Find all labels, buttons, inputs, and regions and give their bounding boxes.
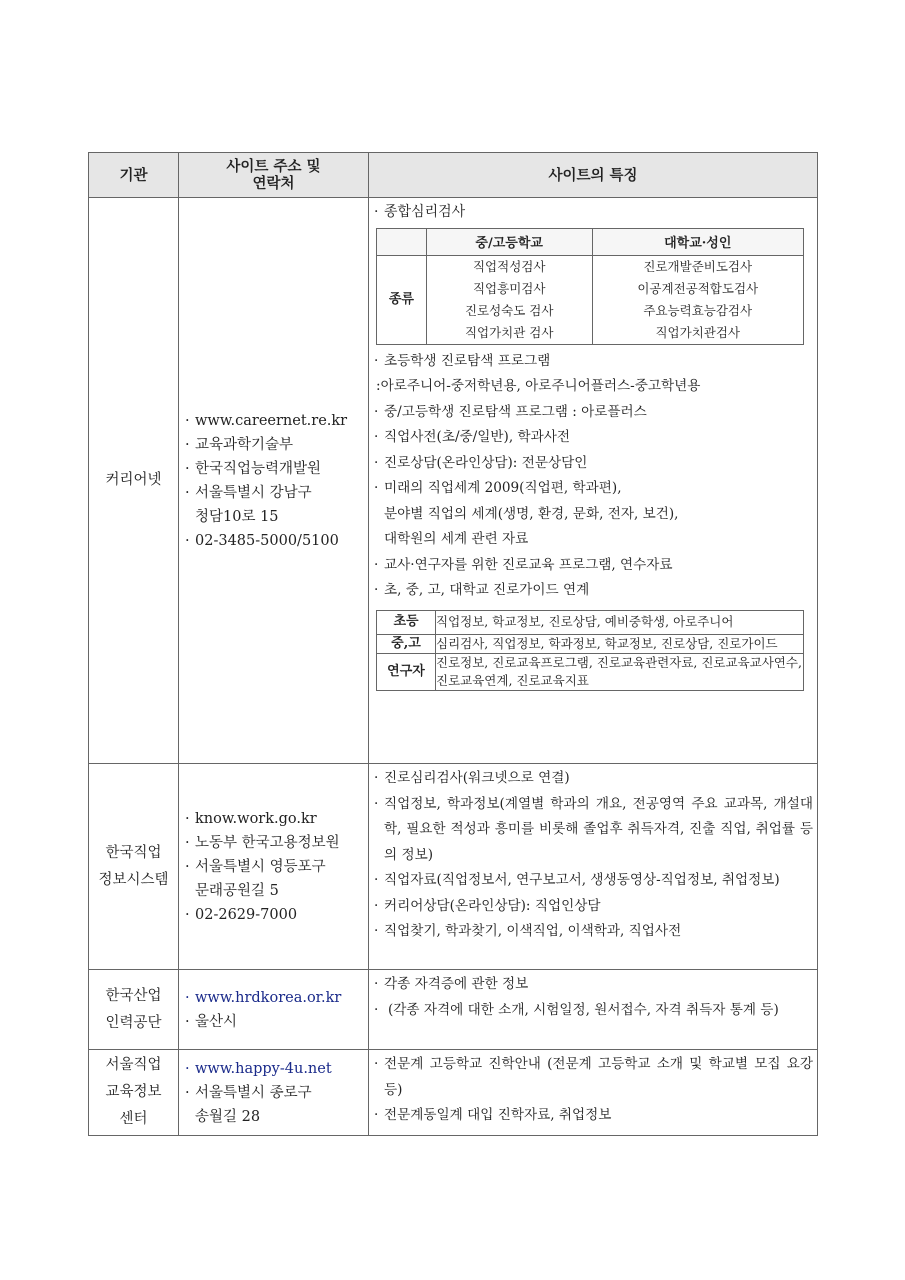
contact-url[interactable]: · know.work.go.kr	[185, 807, 364, 831]
psych-cell: 진로개발준비도검사	[592, 255, 804, 278]
contact-phone: · 02-2629-7000	[185, 903, 364, 927]
level-guide-table	[376, 610, 804, 691]
feature-item-line: · 미래의 직업세계 2009(직업편, 학과편),	[384, 480, 622, 496]
contact-careernet	[179, 198, 369, 764]
psych-cell: 이공계전공적합도검사	[592, 278, 804, 300]
psych-cell: 직업가치관검사	[592, 322, 804, 345]
contact-url[interactable]: · www.hrdkorea.or.kr	[185, 986, 364, 1010]
header-feature: 사이트의 특징	[369, 153, 818, 198]
header-row	[89, 153, 818, 198]
level-row	[377, 610, 804, 634]
psych-cell: 직업적성검사	[426, 255, 592, 278]
feature-happy4u	[369, 1050, 818, 1136]
org-happy4u-line1: 서울직업	[105, 1057, 162, 1073]
contact-address	[185, 1081, 364, 1129]
site-info-table	[88, 152, 818, 1136]
feature-item: · 교사·연구자를 위한 진로교육 프로그램, 연수자료	[374, 553, 813, 579]
contact-phone: · 02-3485-5000/5100	[185, 529, 364, 553]
feature-careernet	[369, 198, 818, 764]
psych-row	[377, 300, 804, 322]
contact-address-2: 청담10로 15	[195, 508, 279, 525]
contact-hrdkorea	[179, 970, 369, 1050]
org-happy4u	[89, 1050, 179, 1136]
psych-row	[377, 278, 804, 300]
org-careernet: 커리어넷	[89, 198, 179, 764]
level-label: 초등	[377, 610, 436, 634]
org-knowwork-line1: 한국직업	[105, 844, 162, 861]
feature-item: · (각종 자격에 대한 소개, 시험일정, 원서접수, 자격 취득자 통계 등)	[374, 998, 813, 1024]
org-hrdkorea	[89, 970, 179, 1050]
feature-item: · 커리어상담(온라인상담): 직업인상담	[374, 894, 813, 920]
row-knowwork	[89, 764, 818, 970]
psych-cell: 직업가치관 검사	[426, 322, 592, 345]
contact-address	[185, 481, 364, 529]
header-contact-text: 사이트 주소 및 연락처	[226, 158, 321, 192]
psych-row	[377, 255, 804, 278]
org-hrdkorea-line1: 한국산업	[105, 987, 162, 1004]
psych-header-row	[377, 228, 804, 255]
psych-row	[377, 322, 804, 345]
feature-item: · 직업정보, 학과정보(계열별 학과의 개요, 전공영역 주요 교과목, 개설대학, 필요한 적성과 흥미를 비롯해 졸업후 취득자격, 진출 직업, 취업률 등의 정보)	[374, 792, 813, 869]
level-text: 진로정보, 진로교육프로그램, 진로교육관련자료, 진로교육교사연수, 진로교육연계, 진로교육지표	[436, 653, 804, 690]
contact-happy4u	[179, 1050, 369, 1136]
psych-header-middle-high: 중/고등학교	[426, 228, 592, 255]
contact-address-1: · 서울특별시 종로구	[195, 1084, 312, 1101]
feature-item: · 직업찾기, 학과찾기, 이색직업, 이색학과, 직업사전	[374, 919, 813, 945]
feature-item: · 진로상담(온라인상담): 전문상담인	[374, 451, 813, 477]
contact-url[interactable]: · www.careernet.re.kr	[185, 409, 364, 433]
psych-cell: 직업흥미검사	[426, 278, 592, 300]
org-happy4u-line2: 교육정보	[105, 1084, 162, 1100]
level-row	[377, 634, 804, 653]
feature-item: · 초, 중, 고, 대학교 진로가이드 연계	[374, 578, 813, 604]
feature-item: · 각종 자격증에 관한 정보	[374, 972, 813, 998]
header-org: 기관	[89, 153, 179, 198]
psych-test-table	[376, 228, 804, 345]
contact-ministry: · 교육과학기술부	[185, 433, 364, 457]
level-text: 직업정보, 학교정보, 진로상담, 예비중학생, 아로주니어	[436, 610, 804, 634]
feature-item-line: 대학원의 세계 관련 자료	[384, 531, 529, 547]
level-label: 연구자	[377, 653, 436, 690]
org-knowwork	[89, 764, 179, 970]
org-knowwork-line2: 정보시스템	[98, 871, 169, 888]
feature-knowwork	[369, 764, 818, 970]
feature-item-line: 분야별 직업의 세계(생명, 환경, 문화, 전자, 보건),	[384, 505, 679, 522]
level-label: 중,고	[377, 634, 436, 653]
feature-hrdkorea	[369, 970, 818, 1050]
contact-knowwork	[179, 764, 369, 970]
level-row	[377, 653, 804, 690]
feature-item-line: :아로주니어-중저학년용, 아로주니어플러스-중고학년용	[376, 378, 701, 394]
contact-address-1: · 서울특별시 강남구	[195, 484, 312, 501]
feature-psy-title: · 종합심리검사	[374, 200, 813, 226]
feature-item: · 직업사전(초/중/일반), 학과사전	[374, 425, 813, 451]
contact-institute-text: · 한국직업능력개발원	[195, 460, 322, 477]
contact-agency: · 노동부 한국고용정보원	[185, 831, 364, 855]
contact-address-2: 문래공원길 5	[195, 882, 279, 899]
feature-item: · 전문계 고등학교 진학안내 (전문계 고등학교 소개 및 학교별 모집 요강 등)	[374, 1052, 813, 1103]
contact-city: · 울산시	[185, 1010, 364, 1034]
org-hrdkorea-line2: 인력공단	[105, 1014, 162, 1031]
contact-address	[185, 855, 364, 903]
feature-item	[374, 349, 813, 400]
contact-address-2: 송월길 28	[195, 1108, 261, 1125]
psych-header-college-adult: 대학교·성인	[592, 228, 804, 255]
contact-institute	[185, 457, 364, 481]
feature-item: · 전문계동일계 대입 진학자료, 취업정보	[374, 1103, 813, 1129]
psych-row-label: 종류	[377, 255, 427, 344]
psych-cell: 주요능력효능감검사	[592, 300, 804, 322]
row-hrdkorea	[89, 970, 818, 1050]
row-careernet	[89, 198, 818, 764]
contact-url[interactable]: · www.happy-4u.net	[185, 1057, 364, 1081]
org-happy4u-line3: 센터	[119, 1111, 148, 1127]
feature-item: · 직업자료(직업정보서, 연구보고서, 생생동영상-직업정보, 취업정보)	[374, 868, 813, 894]
row-happy4u	[89, 1050, 818, 1136]
psych-header-empty	[377, 228, 427, 255]
psych-cell: 진로성숙도 검사	[426, 300, 592, 322]
contact-address-1: · 서울특별시 영등포구	[195, 858, 326, 875]
level-text: 심리검사, 직업정보, 학과정보, 학교정보, 진로상담, 진로가이드	[436, 634, 804, 653]
feature-item-line: · 초등학생 진로탐색 프로그램	[384, 352, 551, 369]
feature-item: · 중/고등학생 진로탐색 프로그램 : 아로플러스	[374, 400, 813, 426]
feature-item: · 진로심리검사(워크넷으로 연결)	[374, 766, 813, 792]
feature-item	[374, 476, 813, 553]
header-contact	[179, 153, 369, 198]
